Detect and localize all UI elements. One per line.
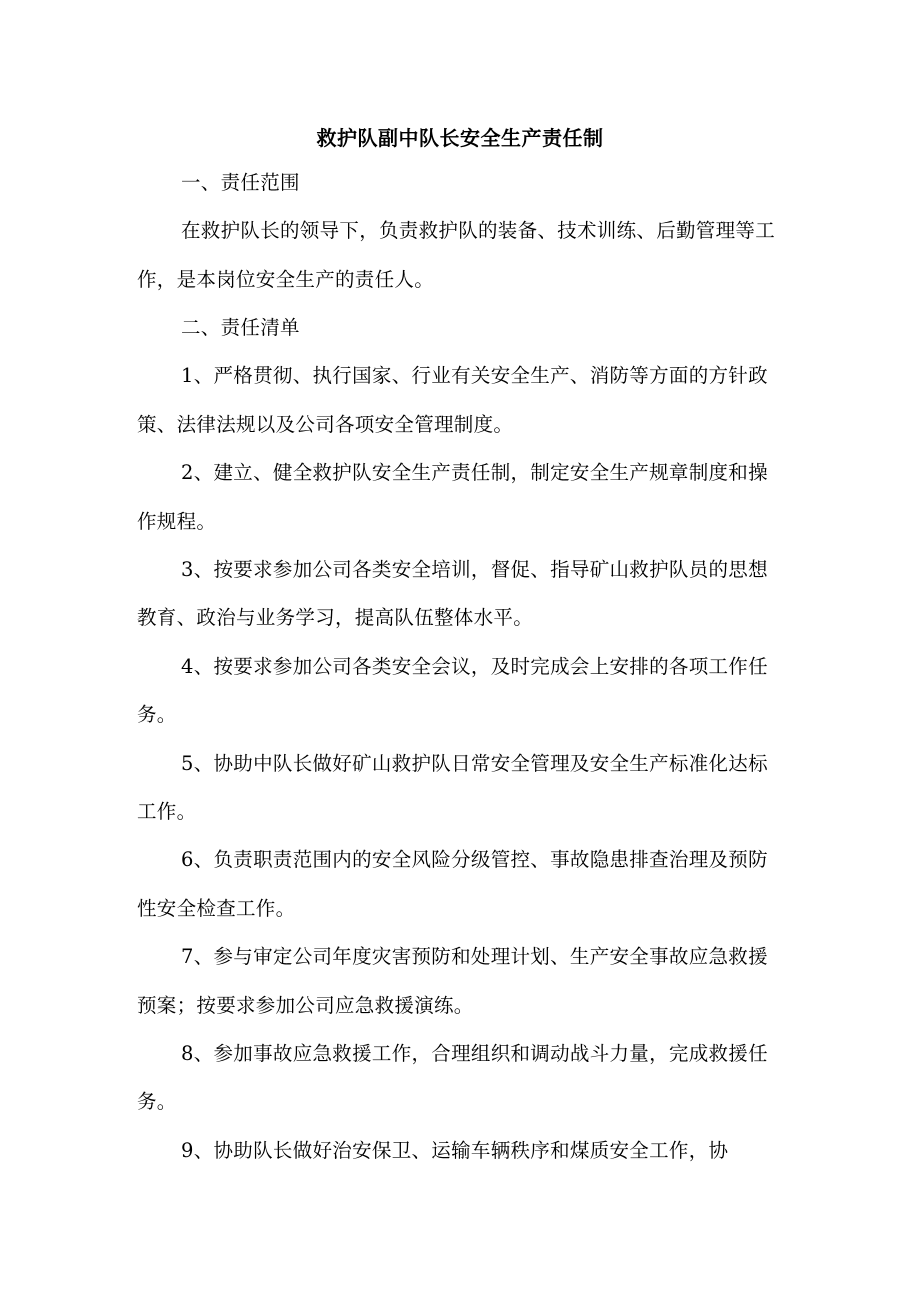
paragraph-line: 3、按要求参加公司各类安全培训，督促、指导矿山救护队员的思想 [181, 558, 768, 581]
paragraph-line: 策、法律法规以及公司各项安全管理制度。 [137, 413, 514, 436]
section-heading-scope: 一、责任范围 [181, 171, 300, 194]
paragraph-line: 性安全检查工作。 [137, 897, 296, 920]
paragraph-line: 作规程。 [137, 510, 217, 533]
paragraph-line: 作，是本岗位安全生产的责任人。 [137, 268, 435, 291]
paragraph-line: 9、协助队长做好治安保卫、运输车辆秩序和煤质安全工作，协 [181, 1139, 729, 1162]
paragraph-line: 4、按要求参加公司各类安全会议，及时完成会上安排的各项工作任 [181, 655, 768, 678]
paragraph-line: 务。 [137, 1090, 177, 1113]
paragraph-line: 1、严格贯彻、执行国家、行业有关安全生产、消防等方面的方针政 [181, 364, 768, 387]
paragraph-line: 教育、政治与业务学习，提高队伍整体水平。 [137, 606, 534, 629]
paragraph-line: 务。 [137, 703, 177, 726]
paragraph-line: 7、参与审定公司年度灾害预防和处理计划、生产安全事故应急救援 [181, 945, 768, 968]
paragraph-line: 工作。 [137, 800, 197, 823]
paragraph-line: 8、参加事故应急救援工作，合理组织和调动战斗力量，完成救援任 [181, 1042, 768, 1065]
paragraph-line: 在救护队长的领导下，负责救护队的装备、技术训练、后勤管理等工 [181, 219, 776, 242]
paragraph-line: 2、建立、健全救护队安全生产责任制，制定安全生产规章制度和操 [181, 461, 768, 484]
section-heading-list: 二、责任清单 [181, 316, 300, 339]
paragraph-line: 6、负责职责范围内的安全风险分级管控、事故隐患排查治理及预防 [181, 848, 768, 871]
paragraph-line: 预案；按要求参加公司应急救援演练。 [137, 994, 474, 1017]
paragraph-line: 5、协助中队长做好矿山救护队日常安全管理及安全生产标准化达标 [181, 752, 768, 775]
document-title: 救护队副中队长安全生产责任制 [316, 126, 604, 150]
